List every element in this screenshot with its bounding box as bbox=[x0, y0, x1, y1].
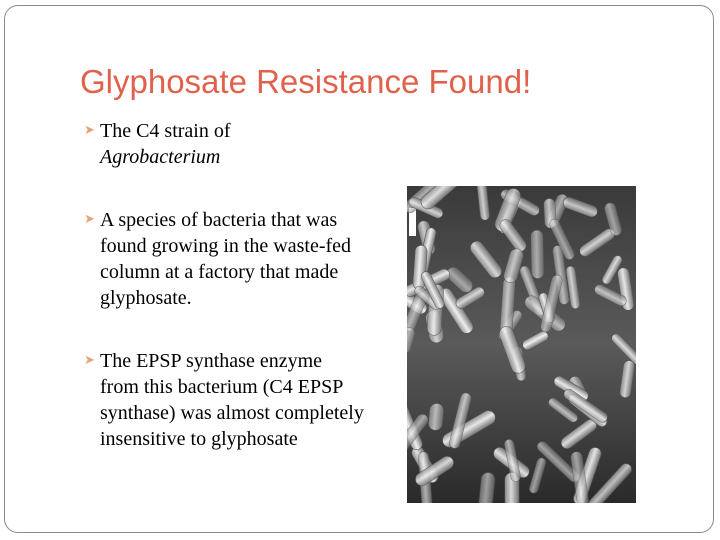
bullet-list bbox=[84, 118, 364, 452]
bullet-text: The C4 strain of bbox=[100, 120, 231, 142]
bacteria-micrograph-image bbox=[407, 186, 636, 503]
bullet-text: A species of bacteria that was found growing in the waste-fed column at a factory that made glyphosate. bbox=[100, 209, 352, 309]
bullet-item bbox=[84, 348, 364, 452]
slide-title: Glyphosate Resistance Found! bbox=[80, 63, 532, 100]
bullet-item bbox=[84, 207, 364, 311]
micrograph-drawing bbox=[407, 186, 636, 503]
bacterium-rod bbox=[428, 403, 444, 431]
bullet-text: The EPSP synthase enzyme from this bacterium (C4 EPSP synthase) was almost completely insensitive to glyphosate bbox=[100, 350, 364, 450]
arrow-bullet-icon: ➤ bbox=[84, 353, 95, 368]
arrow-bullet-icon: ➤ bbox=[84, 212, 95, 227]
bullet-item bbox=[84, 118, 364, 170]
bullet-text-italic: Agrobacterium bbox=[100, 146, 221, 168]
arrow-bullet-icon: ➤ bbox=[84, 123, 95, 138]
bacterium-rod bbox=[531, 230, 545, 279]
